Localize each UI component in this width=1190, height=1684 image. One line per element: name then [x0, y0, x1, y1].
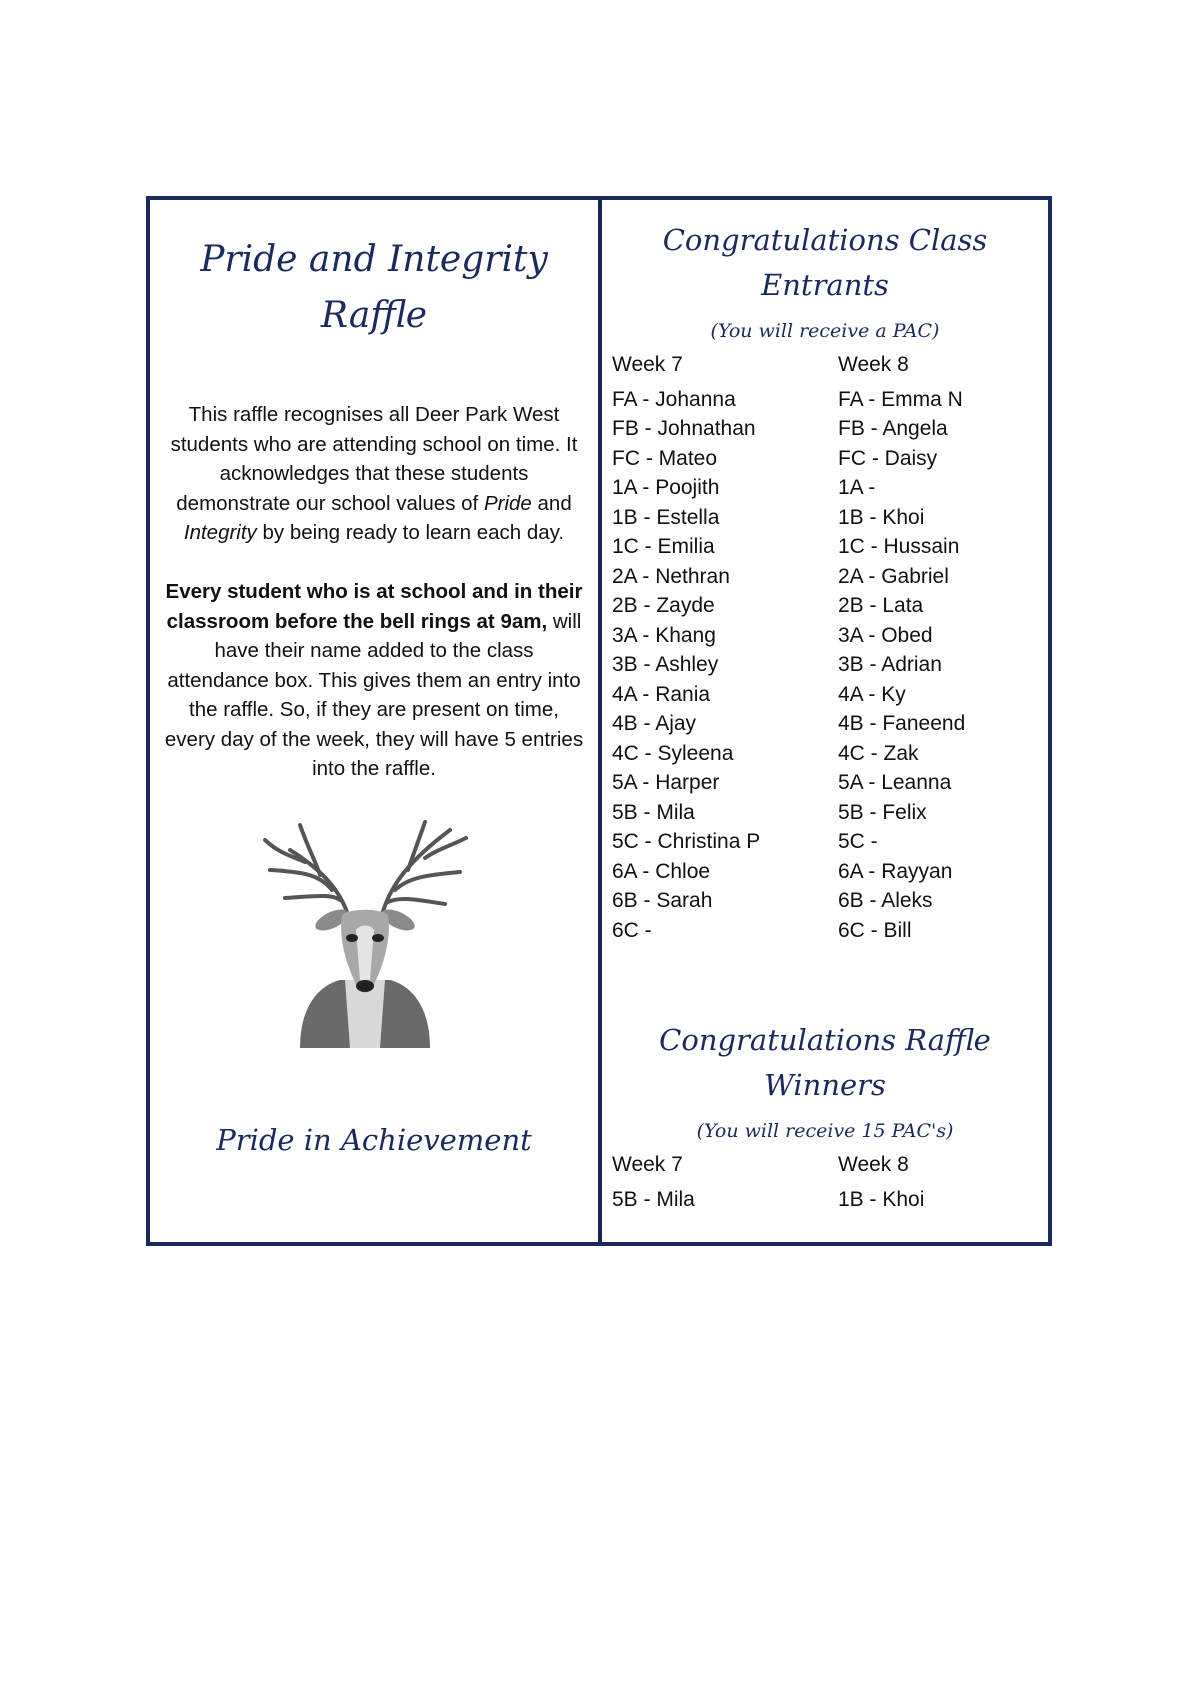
list-item: 5C - [838, 830, 878, 853]
list-item: 6C - Bill [838, 918, 912, 942]
list-item: 5A - Leanna [838, 771, 952, 794]
entrants-week7-column [612, 350, 760, 945]
raffle-description [162, 400, 586, 784]
list-item: 1C - Emilia [612, 535, 715, 558]
list-item: 1B - Khoi [838, 505, 925, 529]
list-item: 5C - Christina P [612, 830, 761, 853]
list-item: 1B - Estella [612, 505, 720, 529]
list-item: FC - Mateo [612, 446, 718, 470]
value-integrity: Integrity [183, 521, 257, 544]
list-item: 2B - Zayde [612, 594, 715, 617]
list-item: 2A - Nethran [612, 564, 730, 588]
raffle-title-line1: Pride and Integrity [200, 239, 548, 280]
list-item: 4B - Faneend [838, 712, 966, 735]
entrants-week8-label: Week 8 [838, 353, 909, 376]
entrants-subtitle: (You will receive a PAC) [710, 320, 940, 342]
list-item: 6B - Sarah [612, 889, 713, 912]
list-item: 1A - [838, 476, 876, 499]
list-item: 1B - Khoi [838, 1187, 925, 1211]
entrants-title-line1: Congratulations Class [662, 223, 988, 257]
list-item: 4B - Ajay [612, 712, 697, 735]
winners-subtitle: (You will receive 15 PAC's) [696, 1120, 954, 1142]
list-item: 5B - Felix [838, 800, 927, 824]
list-item: 4C - Zak [838, 741, 919, 765]
winners-title-line2: Winners [764, 1068, 886, 1102]
list-item: 6A - Rayyan [838, 859, 953, 883]
and-word: and [537, 491, 572, 515]
list-item: FA - Johanna [612, 387, 736, 411]
entrants-title-line2: Entrants [761, 268, 889, 302]
list-item: 6C - [612, 918, 652, 942]
entrants-week8-column [838, 350, 965, 945]
list-item: 4C - Syleena [612, 741, 734, 765]
entrants-week8-list [838, 385, 965, 946]
entrants-week7-list [612, 385, 760, 946]
intro-paragraph [162, 400, 586, 548]
list-item: 5A - Harper [612, 771, 720, 794]
footer-motto: Pride in Achievement [216, 1123, 532, 1157]
list-item: 1C - Hussain [838, 535, 960, 558]
winners-title [602, 1018, 1048, 1108]
intro-text: This raffle recognises all Deer Park West students who are attending school on time. It acknowledges that these students demonstrate our school values of [170, 403, 578, 515]
winners-week7-list [612, 1185, 695, 1215]
list-item: FC - Daisy [838, 446, 938, 470]
list-item: FA - Emma N [838, 387, 963, 411]
entry-rules-bold: Every student who is at school and in their classroom before the bell rings at 9am, [165, 580, 583, 633]
winners-week8-list [838, 1185, 924, 1215]
entry-rules-paragraph [162, 577, 586, 784]
winners-week8-label: Week 8 [838, 1153, 909, 1176]
list-item: 2B - Lata [838, 594, 924, 617]
results-column [602, 200, 1048, 1242]
winners-week8-column [838, 1150, 924, 1214]
list-item: 6B - Aleks [838, 889, 933, 912]
list-item: FB - Johnathan [612, 417, 756, 440]
list-item: 3A - Obed [838, 623, 933, 647]
list-item: 4A - Rania [612, 682, 711, 706]
list-item: 5B - Mila [612, 1187, 695, 1211]
list-item: 3A - Khang [612, 623, 716, 647]
list-item: 3B - Adrian [838, 653, 942, 676]
raffle-title-line2: Raffle [320, 295, 428, 336]
winners-week7-column [612, 1150, 695, 1214]
raffle-panel [146, 196, 1052, 1246]
list-item: FB - Angela [838, 417, 948, 440]
raffle-title [150, 232, 598, 344]
entry-rules-text: will have their name added to the class attendance box. This gives them an entry into the raffle. So, if they are present on time, every day of the week, they will have 5 entries into the raffle. [164, 609, 584, 780]
intro-end: by being ready to learn each day. [262, 521, 565, 544]
winners-week7-label: Week 7 [612, 1153, 683, 1176]
list-item: 2A - Gabriel [838, 564, 949, 588]
list-item: 4A - Ky [838, 682, 906, 706]
entrants-week7-label: Week 7 [612, 353, 683, 376]
deer-icon [260, 820, 470, 1050]
list-item: 6A - Chloe [612, 859, 711, 883]
list-item: 5B - Mila [612, 800, 695, 824]
entrants-title [602, 218, 1048, 308]
winners-title-line1: Congratulations Raffle [659, 1023, 991, 1057]
value-pride: Pride [483, 491, 532, 515]
list-item: 3B - Ashley [612, 653, 719, 676]
list-item: 1A - Poojith [612, 476, 720, 499]
